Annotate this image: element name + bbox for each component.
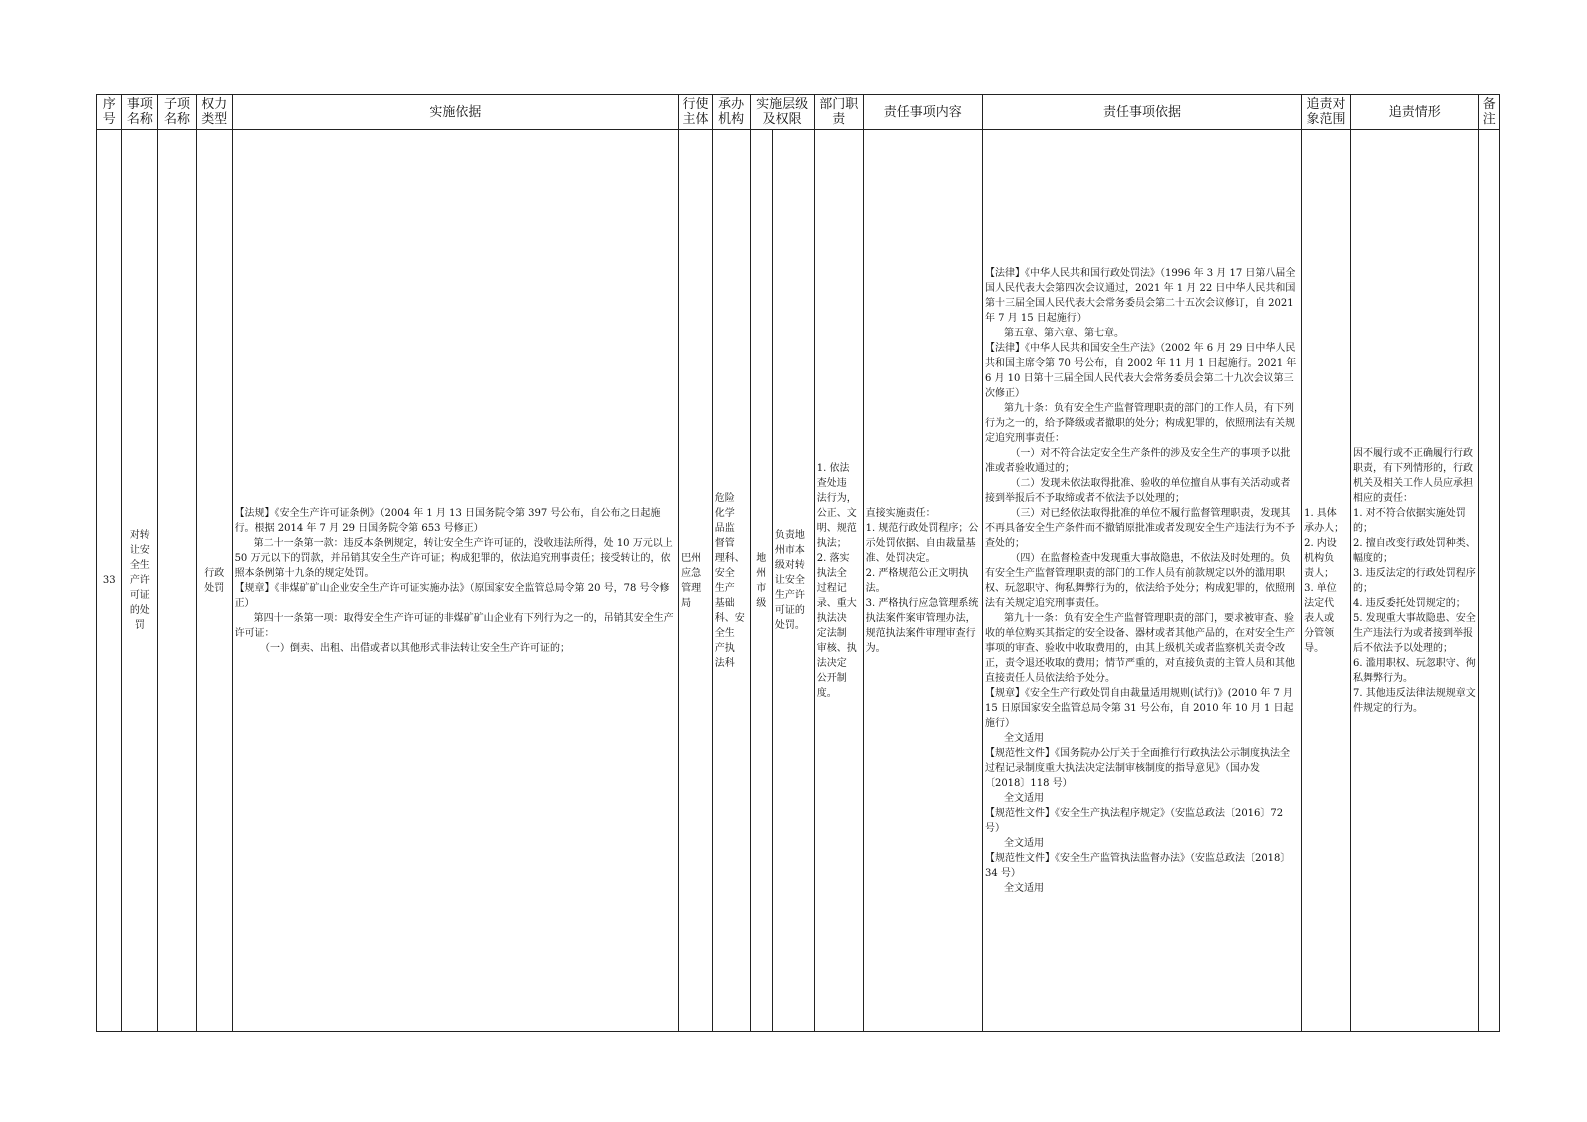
header-cases: 追责情形 bbox=[1351, 95, 1479, 130]
header-subject: 行使 主体 bbox=[679, 95, 713, 130]
cell-accountable: 1. 具体 承办人； 2. 内设 机构负 责人； 3. 单位 法定代 表人或 分管领 导。 bbox=[1302, 130, 1351, 1032]
power-list-table bbox=[96, 94, 1500, 1032]
cell-sub-item bbox=[158, 130, 197, 1032]
header-dept-duty: 部门职 责 bbox=[814, 95, 863, 130]
cell-agency: 危险 化学 品监 督管 理科、 安全 生产 基础 科、安 全生 产执 法科 bbox=[712, 130, 750, 1032]
header-power-type: 权力 类型 bbox=[196, 95, 232, 130]
cell-subject: 巴州 应急 管理 局 bbox=[679, 130, 713, 1032]
cell-level-authority: 负责地 州市本 级对转 让安全 生产许 可证的 处罚。 bbox=[772, 130, 814, 1032]
cell-resp-basis: 【法律】《中华人民共和国行政处罚法》（1996 年 3 月 17 日第八届全国人民代表大会第四次会议通过，2021 年 1 月 22 日中华人民共和国第十三届全国人民代表大会常务委员会第二十五次会议修订，自 2021 年 7 月 15 日起施行） 第五章、第六章、第七章。 【法律】《中华人民共和国安全生产法》（2002 年 6 月 29 日中华人民共和国主席令第 70 号公布，自 2002 年 11 月 1 日起施行。2021 年 6 月 10 日第十三届全国人民代表大会常务委员会第二十九次会议第三次修正） 第九十条：负有安全生产监督管理职责的部门的工作人员，有下列行为之一的，给予降级或者撤职的处分；构成犯罪的，依照刑法有关规定追究刑事责任： （一）对不符合法定安全生产条件的涉及安全生产的事项予以批准或者验收通过的； （二）发现未依法取得批准、验收的单位擅自从事有关活动或者接到举报后不予取缔或者不依法予以处理的； （三）对已经依法取得批准的单位不履行监督管理职责，发现其不再具备安全生产条件而不撤销原批准或者发现安全生产违法行为不予查处的； （四）在监督检查中发现重大事故隐患，不依法及时处理的。负有安全生产监督管理职责的部门的工作人员有前款规定以外的滥用职权、玩忽职守、徇私舞弊行为的，依法给予处分；构成犯罪的，依照刑法有关规定追究刑事责任。 第九十一条：负有安全生产监督管理职责的部门，要求被审查、验收的单位购买其指定的安全设备、器材或者其他产品的，在对安全生产事项的审查、验收中收取费用的，由其上级机关或者监察机关责令改正，责令退还收取的费用；情节严重的，对直接负责的主管人员和其他直接责任人员依法给予处分。 【规章】《安全生产行政处罚自由裁量适用规则(试行)》(2010 年 7 月 15 日原国家安全监管总局令第 31 号公布，自 2010 年 10 月 1 日起施行） 全文适用 【规范性文件】《国务院办公厅关于全面推行行政执法公示制度执法全过程记录制度重大执法决定法制审核制度的指导意见》（国办发〔2018〕118 号） 全文适用 【规范性文件】《安全生产执法程序规定》（安监总政法〔2016〕72 号） 全文适用 【规范性文件】《安全生产监管执法监督办法》（安监总政法〔2018〕34 号） 全文适用 bbox=[982, 130, 1301, 1032]
cell-basis: 【法规】《安全生产许可证条例》（2004 年 1 月 13 日国务院令第 397 号公布，自公布之日起施行。根据 2014 年 7 月 29 日国务院令第 653 号修正） 第二十一条第一款：违反本条例规定，转让安全生产许可证的，没收违法所得，处 10 万元以上 50 万元以下的罚款，并吊销其安全生产许可证；构成犯罪的，依法追究刑事责任；接受转让的，依照本条例第十九条的规定处罚。 【规章】《非煤矿矿山企业安全生产许可证实施办法》（原国家安全监管总局令第 20 号，78 号令修正） 第四十一条第一项：取得安全生产许可证的非煤矿矿山企业有下列行为之一的，吊销其安全生产许可证： （一）倒卖、出租、出借或者以其他形式非法转让安全生产许可证的； bbox=[232, 130, 679, 1032]
header-seq: 序 号 bbox=[97, 95, 122, 130]
cell-resp-content: 直接实施责任： 1. 规范行政处罚程序；公示处罚依据、自由裁量基准、处罚决定。 2. 严格规范公正文明执法。 3. 严格执行应急管理系统执法案件案审管理办法，规范执法案件审理审查行为。 bbox=[863, 130, 982, 1032]
header-basis: 实施依据 bbox=[232, 95, 679, 130]
header-level: 实施层级 及权限 bbox=[750, 95, 814, 130]
header-resp-basis: 责任事项依据 bbox=[982, 95, 1301, 130]
header-item-name: 事项 名称 bbox=[122, 95, 158, 130]
cell-seq: 33 bbox=[97, 130, 122, 1032]
cell-item-name: 对转 让安 全生 产许 可证 的处 罚 bbox=[122, 130, 158, 1032]
cell-cases: 因不履行或不正确履行行政职责，有下列情形的，行政机关及相关工作人员应承担相应的责任： 1. 对不符合依据实施处罚的； 2. 擅自改变行政处罚种类、幅度的； 3. 违反法定的行政处罚程序的； 4. 违反委托处罚规定的； 5. 发现重大事故隐患、安全生产违法行为或者接到举报后不依法予以处理的； 6. 滥用职权、玩忽职守、徇私舞弊行为。 7. 其他违反法律法规规章文件规定的行为。 bbox=[1351, 130, 1479, 1032]
header-agency: 承办 机构 bbox=[712, 95, 750, 130]
header-remark: 备 注 bbox=[1479, 95, 1500, 130]
cell-remark bbox=[1479, 130, 1500, 1032]
header-resp-content: 责任事项内容 bbox=[863, 95, 982, 130]
header-accountable: 追责对 象范围 bbox=[1302, 95, 1351, 130]
header-row bbox=[97, 95, 1500, 130]
cell-power-type: 行政 处罚 bbox=[196, 130, 232, 1032]
cell-dept-duty: 1. 依法 查处违 法行为， 公正、文 明、规范 执法； 2. 落实 执法全 过程记 录、重大 执法决 定法制 审核、执 法决定 公开制 度。 bbox=[814, 130, 863, 1032]
cell-level-scope: 地 州 市 级 bbox=[750, 130, 772, 1032]
table-row bbox=[97, 130, 1500, 1032]
header-sub-item: 子项 名称 bbox=[158, 95, 197, 130]
